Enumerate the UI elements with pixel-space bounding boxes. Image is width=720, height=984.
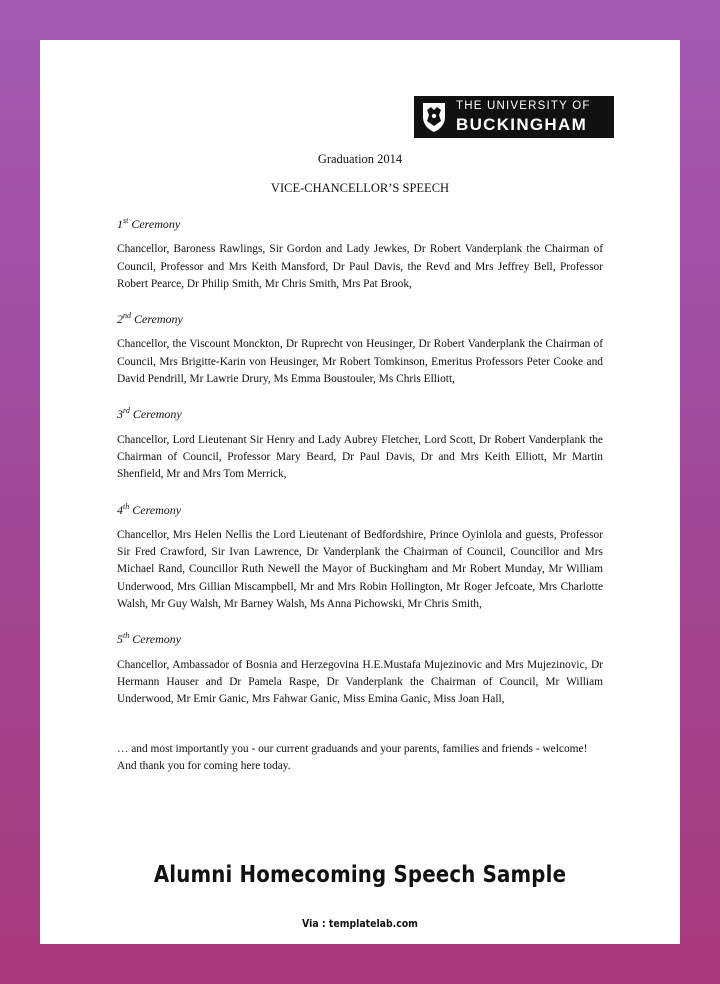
document-subtitle: VICE-CHANCELLOR’S SPEECH: [270, 181, 450, 195]
ceremony-heading: 3rd Ceremony: [117, 406, 182, 422]
university-logo: [414, 96, 614, 138]
ceremony-heading: 5th Ceremony: [117, 631, 182, 647]
ceremony-section: [117, 307, 603, 388]
ceremony-heading: 2nd Ceremony: [117, 311, 183, 327]
ceremony-section: [117, 402, 603, 483]
ceremony-section: [117, 498, 603, 614]
logo-line-2: BUCKINGHAM: [456, 114, 588, 134]
caption-title: Alumni Homecoming Speech Sample: [153, 862, 567, 888]
ceremony-guest-list: Chancellor, Baroness Rawlings, Sir Gordon and Lady Jewkes, Dr Robert Vanderplank the Chairman of Council, Professor and Mrs Keith Mansford, Dr Paul Davis, the Revd and Mrs Jeffrey Bell, Professor Robert Pearce, Dr Philip Smith, Mr Chris Smith, Mrs Pat Brook,: [117, 243, 603, 290]
ceremony-guest-list: Chancellor, Lord Lieutenant Sir Henry and Lady Aubrey Fletcher, Lord Scott, Dr Robert Vanderplank the Chairman of Council, Professor Mary Beard, Dr Paul Davis, Dr and Mrs Keith Elliott, Mr Martin Shenfield, Mr and Mrs Tom Merrick,: [117, 433, 603, 481]
source-credit: Via : templatelab.com: [302, 917, 418, 930]
ceremony-heading: 4th Ceremony: [117, 501, 182, 517]
crest-icon: [420, 100, 448, 134]
ceremony-section: [117, 627, 603, 708]
speech-content: [117, 212, 603, 775]
ceremony-guest-list: Chancellor, the Viscount Monckton, Dr Ruprecht von Heusinger, Dr Robert Vanderplank the Chairman of Council, Mrs Brigitte-Karin von Heusinger, Mr Robert Tomkinson, Emeritus Professors Peter Cooke and David Pendrill, Mr Lawrie Drury, Ms Emma Boustouler, Ms Chris Elliott,: [117, 338, 603, 386]
document-title: Graduation 2014: [317, 152, 403, 166]
ceremony-heading: 1st Ceremony: [117, 216, 181, 231]
ceremony-guest-list: Chancellor, Mrs Helen Nellis the Lord Lieutenant of Bedfordshire, Prince Oyinlola and guests, Professor Sir Fred Crawford, Sir Ivan Lawrence, Dr Vanderplank the Chairman of Council, Councillor and Mrs Michael Rand, Councillor Ruth Newell the Mayor of Buckingham and Mr Robert Munday, Mr William Underwood, Mrs Gillian Miscampbell, Mr and Mrs Robin Hollington, Mr Roger Jefcoate, Mrs Charlotte Walsh, Mr Guy Walsh, Mr Barney Walsh, Ms Anna Pichowski, Mr Chris Smith,: [117, 528, 603, 611]
document-page: [40, 40, 680, 944]
ceremony-guest-list: Chancellor, Ambassador of Bosnia and Herzegovina H.E.Mustafa Mujezinovic and Mrs Mujezinovic, Dr Hermann Hauser and Dr Pamela Raspe, Dr Vanderplank the Chairman of Council, Mr William Underwood, Mr Emir Ganic, Mrs Fahwar Ganic, Miss Emina Ganic, Miss Joan Hall,: [117, 658, 603, 706]
closing-paragraph: … and most importantly you - our current graduands and your parents, families and friends - welcome! And thank you for coming here today.: [117, 742, 588, 772]
logo-line-1: THE UNIVERSITY OF: [456, 100, 591, 113]
ceremony-section: [117, 212, 603, 293]
